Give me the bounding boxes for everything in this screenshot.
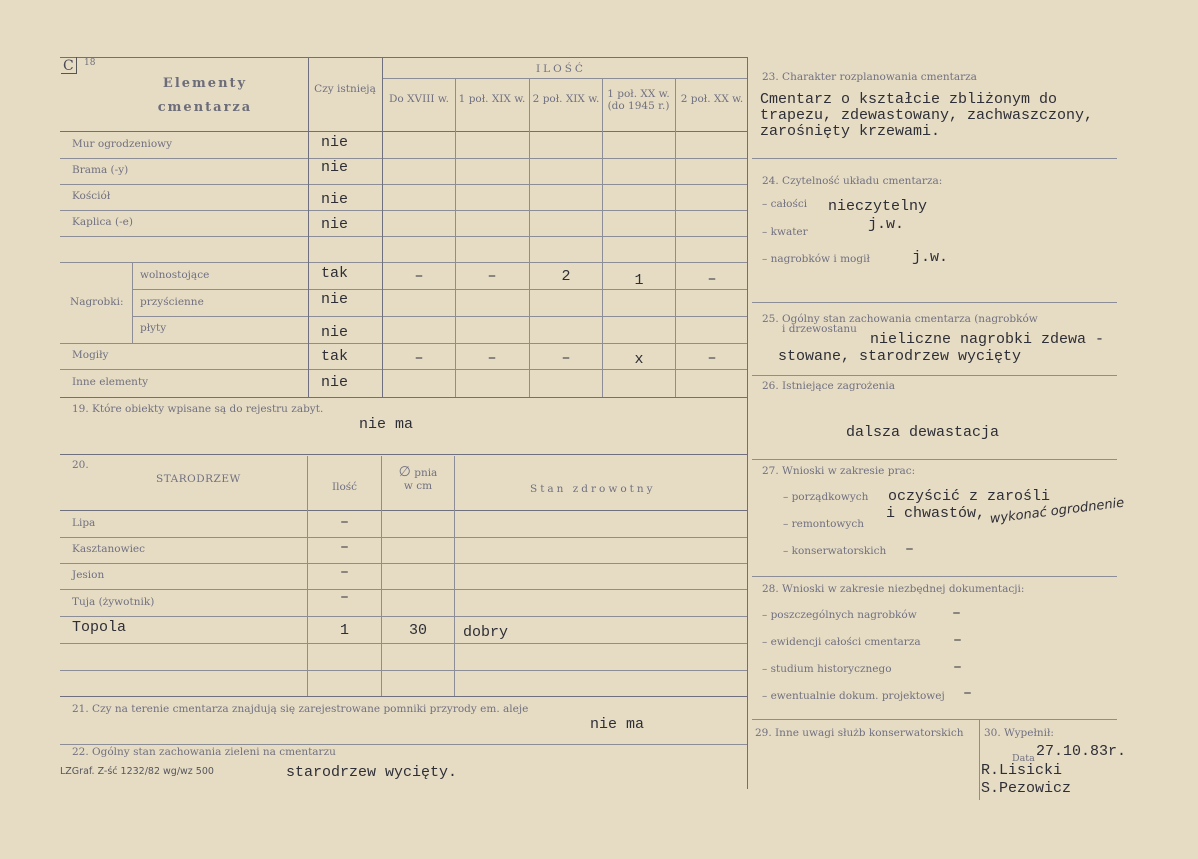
quantity-cell: –	[707, 350, 717, 367]
period-header-1: Do XVIII w.	[389, 93, 449, 105]
q27-label: 27. Wnioski w zakresie prac:	[762, 465, 916, 477]
q28-item-label: – ewentualnie dokum. projektowej	[762, 690, 945, 702]
q25-line: stowane, starodrzew wycięty	[778, 348, 1022, 365]
tree-name: Kasztanowiec	[72, 543, 146, 555]
q19-answer: nie ma	[359, 416, 414, 433]
row-label: Brama (-y)	[72, 164, 129, 176]
q29-label: 29. Inne uwagi służb konserwatorskich	[755, 727, 964, 739]
q30-date: 27.10.83r.	[1036, 743, 1127, 760]
q28-item-label: – studium historycznego	[762, 663, 892, 675]
q23-line: zarośnięty krzewami.	[760, 123, 941, 140]
tree-qty: –	[339, 564, 349, 581]
q21-answer: nie ma	[590, 716, 645, 733]
q24-item-value: nieczytelny	[828, 198, 928, 215]
tree-qty: –	[339, 539, 349, 556]
tree-health: dobry	[463, 624, 509, 641]
q20-number: 20.	[72, 459, 89, 471]
q27-item-value: oczyścić z zarośli	[888, 488, 1051, 505]
tree-health-header: Stan zdrowotny	[530, 483, 656, 495]
row-label: Mur ogrodzeniowy	[72, 138, 173, 150]
q28-item-value: –	[953, 632, 963, 649]
q25-label-line1: 25. Ogólny stan zachowania cmentarza (nagrobków	[762, 313, 1038, 325]
row-label: płyty	[140, 322, 167, 334]
q30-date-label: Data	[1012, 753, 1035, 764]
q22-answer: starodrzew wycięty.	[286, 764, 458, 781]
exists-header: Czy istnieją	[314, 83, 376, 95]
quantity-cell: –	[487, 268, 497, 285]
period-header-2: 1 poł. XIX w.	[458, 93, 526, 105]
quantity-cell: –	[414, 350, 424, 367]
diameter-unit: w cm	[403, 480, 433, 492]
q28-label: 28. Wnioski w zakresie niezbędnej dokumentacji:	[762, 583, 1025, 595]
tree-name: Jesion	[72, 569, 105, 581]
tree-qty-header: Ilość	[331, 481, 358, 493]
q26-answer: dalsza dewastacja	[846, 424, 1000, 441]
q20-heading: STARODRZEW	[156, 473, 241, 485]
tree-name: Tuja (żywotnik)	[72, 596, 155, 608]
quantity-header: ILOŚĆ	[536, 63, 586, 75]
q28-item-value: –	[963, 685, 973, 702]
exists-value: nie	[321, 216, 349, 233]
q22-label: 22. Ogólny stan zachowania zieleni na cmentarzu	[72, 746, 336, 758]
quantity-cell: x	[634, 351, 644, 368]
exists-value: nie	[321, 159, 349, 176]
exists-value: nie	[321, 191, 349, 208]
q23-line: trapezu, zdewastowany, zachwaszczony,	[760, 107, 1094, 124]
q26-label: 26. Istniejące zagrożenia	[762, 380, 896, 392]
q24-item-label: – kwater	[762, 226, 808, 238]
q27-item-label: – porządkowych	[783, 491, 869, 503]
quantity-cell: 1	[634, 272, 644, 289]
exists-value: nie	[321, 374, 349, 391]
row-label: Kaplica (-e)	[72, 216, 133, 228]
exists-value: tak	[321, 265, 349, 282]
quantity-cell: 2	[561, 268, 571, 285]
q28-item-value: –	[953, 659, 963, 676]
row-label: Kościół	[72, 190, 111, 202]
exists-value: nie	[321, 324, 349, 341]
q27-item-label: – remontowych	[783, 518, 864, 530]
quantity-cell: –	[561, 350, 571, 367]
tree-qty: 1	[339, 622, 349, 639]
row-label: wolnostojące	[140, 269, 210, 281]
diameter-symbol: ∅	[398, 464, 411, 480]
q24-label: 24. Czytelność układu cmentarza:	[762, 175, 943, 187]
q30-name: S.Pezowicz	[981, 780, 1072, 797]
q27-handwritten-note: wykonać ogrodnenie	[989, 495, 1126, 527]
tree-qty: –	[339, 514, 349, 531]
diameter-label: pnia	[414, 467, 438, 479]
card-code-number: 18	[84, 58, 96, 68]
q23-label: 23. Charakter rozplanowania cmentarza	[762, 71, 977, 83]
q24-item-value: j.w.	[868, 216, 905, 233]
q24-item-value: j.w.	[912, 249, 949, 266]
exists-value: nie	[321, 291, 349, 308]
print-code: LZGraf. Z-ść 1232/82 wg/wz 500	[60, 766, 214, 777]
tree-diameter-header	[382, 466, 454, 493]
quantity-cell: –	[707, 271, 717, 288]
q28-item-label: – poszczególnych nagrobków	[762, 609, 917, 621]
tree-diameter: 30	[408, 622, 427, 639]
q27-item-value: i chwastów,	[886, 505, 986, 522]
q28-item-value: –	[952, 605, 962, 622]
elements-heading: Elementy cmentarza	[157, 76, 253, 115]
exists-value: nie	[321, 134, 349, 151]
quantity-cell: –	[487, 350, 497, 367]
q25-label-line2: i drzewostanu	[782, 323, 857, 335]
nagrobki-label: Nagrobki:	[70, 296, 124, 308]
row-label: przyścienne	[140, 296, 204, 308]
tree-name: Topola	[72, 619, 127, 636]
period-header-3: 2 poł. XIX w.	[532, 93, 600, 105]
row-label: Mogiły	[72, 349, 109, 361]
quantity-cell: –	[414, 268, 424, 285]
card-code: C	[63, 58, 74, 74]
q27-item-value: –	[905, 541, 915, 558]
q28-item-label: – ewidencji całości cmentarza	[762, 636, 921, 648]
row-label: Inne elementy	[72, 376, 149, 388]
exists-value: tak	[321, 348, 349, 365]
q30-label: 30. Wypełnił:	[984, 727, 1054, 739]
period-header-4: 1 poł. XX w. (do 1945 r.)	[607, 88, 670, 112]
period-header-5: 2 poł. XX w.	[680, 93, 744, 105]
q23-line: Cmentarz o kształcie zbliżonym do	[760, 91, 1058, 108]
q24-item-label: – nagrobków i mogił	[762, 253, 870, 265]
q21-label: 21. Czy na terenie cmentarza znajdują się zarejestrowane pomniki przyrody em. aleje	[72, 703, 529, 715]
q19-label: 19. Które obiekty wpisane są do rejestru zabyt.	[72, 403, 324, 415]
tree-name: Lipa	[72, 517, 96, 529]
q27-item-label: – konserwatorskich	[783, 545, 887, 557]
q25-line: nieliczne nagrobki zdewa -	[870, 331, 1105, 348]
q24-item-label: – całości	[762, 198, 808, 210]
tree-qty: –	[339, 589, 349, 606]
q30-name: R.Lisicki	[981, 762, 1063, 779]
